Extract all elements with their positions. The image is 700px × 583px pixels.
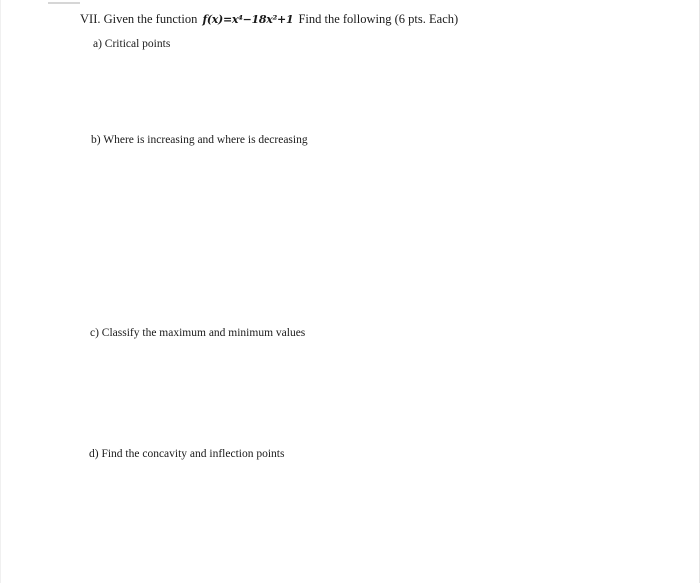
question-intro: VII. Given the function — [80, 12, 198, 26]
part-d-prompt: d) Find the concavity and inflection points — [89, 448, 285, 460]
question-heading — [80, 10, 458, 29]
handwritten-function: f(x)=x⁴−18x²+1 — [202, 13, 294, 26]
question-instruction: Find the following (6 pts. Each) — [298, 12, 459, 26]
part-c-prompt: c) Classify the maximum and minimum values — [90, 327, 306, 339]
page-left-border — [0, 0, 1, 583]
top-edge-mark — [48, 2, 80, 4]
part-a-prompt: a) Critical points — [93, 38, 171, 50]
part-b-prompt: b) Where is increasing and where is decreasing — [91, 134, 308, 146]
